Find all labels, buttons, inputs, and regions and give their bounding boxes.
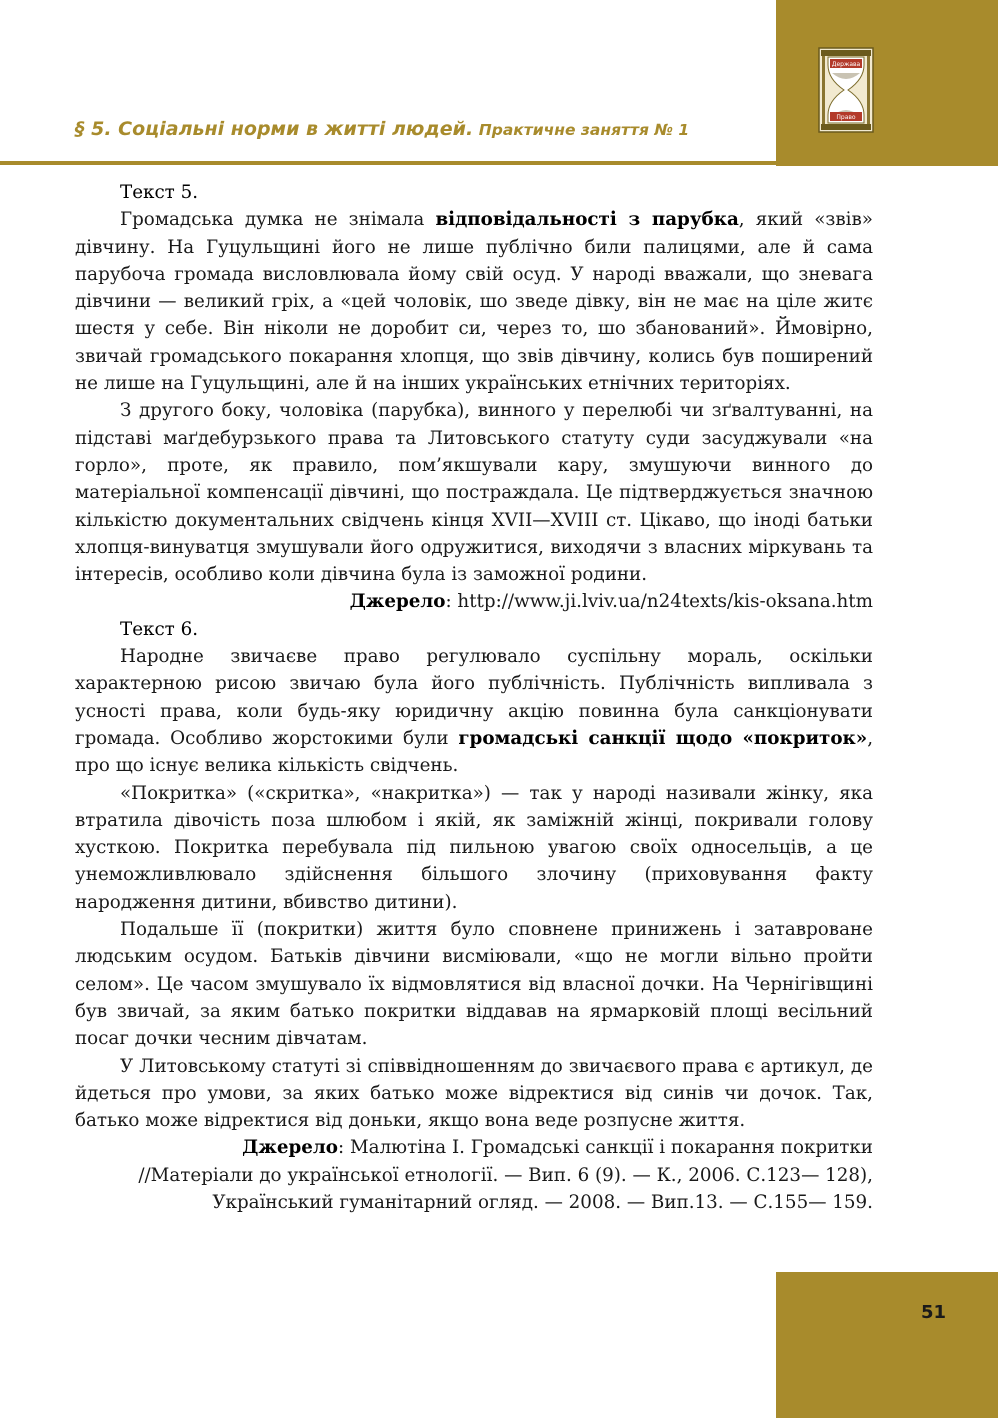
text6-paragraph-3: Подальше її (покритки) життя було сповнене принижень і затавроване людським осудом. Батьків дівчини висміювали, «що не могли вільно пройти селом». Це часом змушувало їх відмовлятися від власної дочки. На Чернігівщині був звичай, за яким батько покритки віддавав на ярмарковій площі весільний посаг дочки чесним дівчатам. bbox=[75, 919, 873, 1050]
text6-paragraph-2: «Покритка» («скритка», «накритка») — так у народі називали жінку, яка втратила дівочість поза шлюбом і якій, як заміжній жінці, покривали голову хусткою. Покритка перебувала під пильною увагою своїх односельців, а це унеможливлювало здійснення більшого злочину (приховування факту народження дитини, вбивство дитини). bbox=[75, 782, 873, 913]
header-title-main: § 5. Соціальні норми в житті людей. bbox=[75, 118, 474, 140]
bottom-accent-band bbox=[776, 1272, 998, 1418]
text6-source-line-1: : Малютіна І. Громадські санкції і покарання покритки bbox=[337, 1137, 873, 1159]
text5-paragraph-2: З другого боку, чоловіка (парубка), винного у перелюбі чи зґвалтуванні, на підставі маґдебурзького права та Литовського статуту суди засуджували «на горло», проте, як правило, пом’якшували кару, змушуючи винного до матеріальної компенсації дівчині, що постраждала. Це підтверджується значною кількістю документальних свідчень кінця XVII—XVIII ст. Цікаво, що іноді батьки хлопця-винуватця змушували його одружитися, виходячи з власних міркувань та інтересів, особливо коли дівчина була із заможної родини. bbox=[75, 400, 873, 586]
text5-p1-highlight: відповідальності з парубка bbox=[435, 209, 739, 231]
text6-source-line-3: Український гуманітарний огляд. — 2008. — Вип.13. — С.155— 159. bbox=[212, 1191, 873, 1213]
text6-paragraph-4: У Литовському статуті зі співвідношенням до звичаєвого права є артикул, де йдеться про умови, за яких батько може відректися від синів чи дочок. Так, батько може відректися від доньки, якщо вона веде розпусне життя. bbox=[75, 1055, 873, 1132]
top-accent-band bbox=[776, 0, 998, 166]
header-title-sub: Практичне заняття № 1 bbox=[478, 121, 690, 139]
header-rule bbox=[0, 161, 776, 165]
logo-label-top: Держава bbox=[831, 61, 861, 68]
text5-p1-end: , який «звів» дівчину. На Гуцульщині його не лише публічно били палицями, але й сама парубоча громада висловлювала йому свій осуд. У народі вважали, що зневага дівчини — великий гріх, а «цей чоловік, шо зведе дівку, він не має на ціле житє шестя у себе. Він ніколи не доробит си, через то, шо збанований». Ймовірно, звичай громадського покарання хлопця, що звів дівчину, колись був поширений не лише на Гуцульщині, але й на інших українських етнічних територіях. bbox=[75, 209, 873, 395]
logo-label-bottom: Право bbox=[836, 114, 856, 121]
text6-paragraph-1 bbox=[75, 643, 873, 779]
text6-heading: Текст 6. bbox=[120, 618, 199, 640]
text5-p1-start: Громадська думка не знімала bbox=[120, 209, 436, 231]
main-content bbox=[75, 179, 873, 1216]
text6-source-line-2: //Матеріали до української етнології. — Вип. 6 (9). — К., 2006. С.123— 128), bbox=[138, 1164, 873, 1186]
text5-paragraph-1 bbox=[75, 206, 873, 397]
text5-heading: Текст 5. bbox=[120, 182, 199, 203]
page-number: 51 bbox=[920, 1302, 946, 1323]
hourglass-logo bbox=[818, 47, 874, 133]
text6-p1-highlight: громадські санкції щодо «покриток» bbox=[458, 727, 868, 749]
text6-p1-start: Народне звичаєве право регулювало суспільну мораль, оскільки характерною рисою звичаю була його публічність. Публічність випливала з усності права, коли будь-яку юридичну акцію повинна була санкціонувати громада. Особливо жорстокими були bbox=[75, 646, 873, 749]
text6-p1-end: , про що існує велика кількість свідчень. bbox=[75, 727, 873, 777]
page-header bbox=[75, 118, 775, 140]
text6-source-label: Джерело bbox=[242, 1137, 338, 1159]
text5-source-label: Джерело bbox=[349, 591, 446, 613]
text5-source bbox=[75, 588, 873, 615]
text5-source-url: : http://www.ji.lviv.ua/n24texts/kis-oksana.htm bbox=[445, 591, 873, 613]
text6-source bbox=[75, 1134, 873, 1216]
